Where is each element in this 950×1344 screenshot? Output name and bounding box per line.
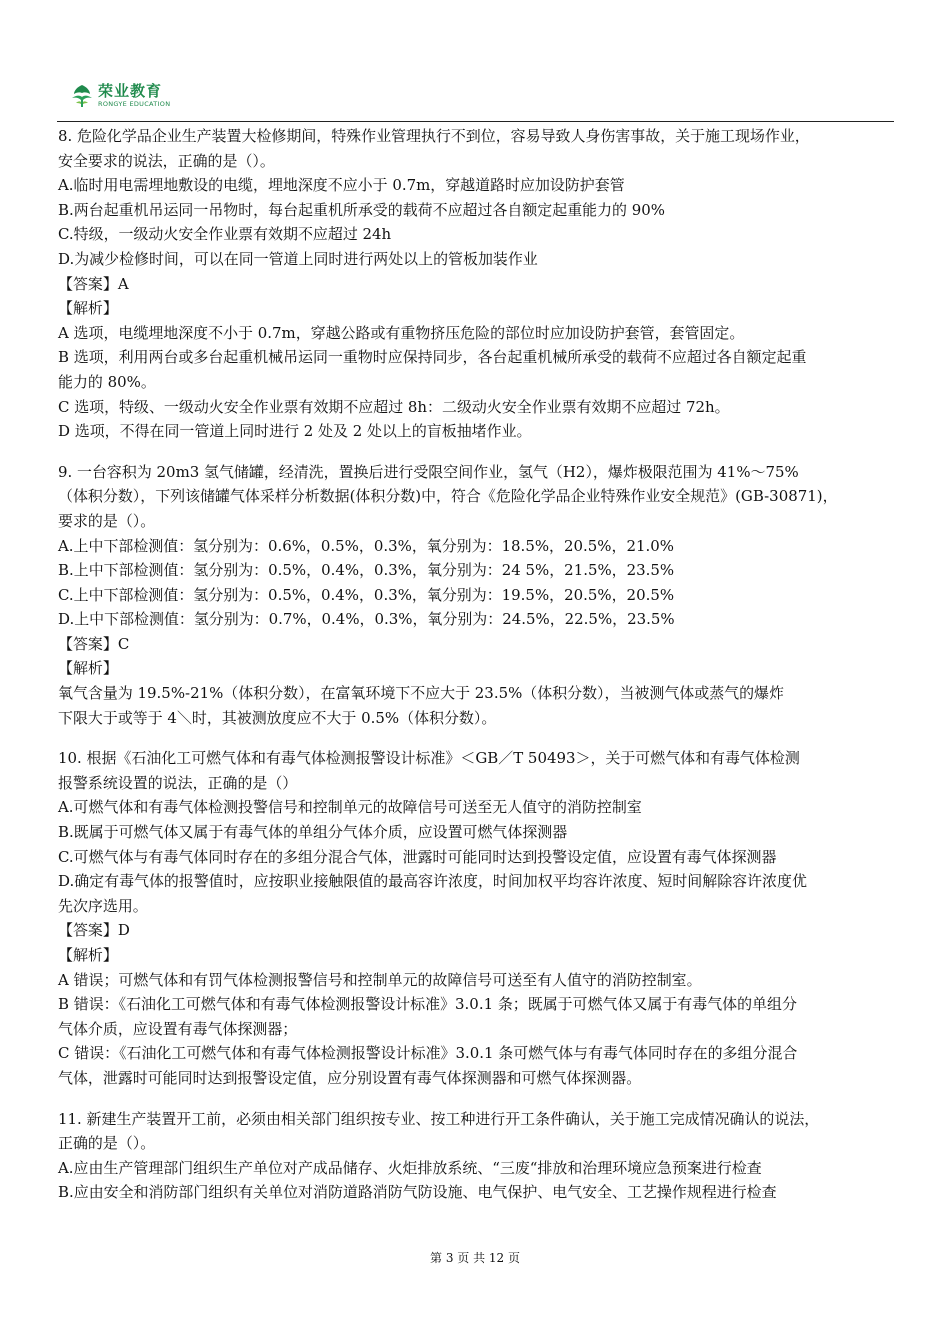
text-line: B.应由安全和消防部门组织有关单位对消防道路消防气防设施、电气保护、电气安全、工艺操作规程进行检查 bbox=[58, 1183, 777, 1202]
text-line: 气体，泄露时可能同时达到报警设定值，应分别设置有毒气体探测器和可燃气体探测器。 bbox=[58, 1068, 642, 1087]
text-line: 能力的 80%。 bbox=[58, 372, 156, 391]
text-line: A.应由生产管理部门组织生产单位对产成品储存、火炬排放系统、“三废“排放和治理环境应急预案进行检查 bbox=[58, 1158, 762, 1177]
text-line: （体积分数），下列该储罐气体采样分析数据(体积分数)中，符合《危险化学品企业特殊作业安全规范》(GB-30871)， bbox=[58, 487, 838, 506]
document-body bbox=[58, 124, 896, 1205]
text-line: 氧气含量为 19.5%-21%（体积分数），在富氧环境下不应大于 23.5%（体积分数），当被测气体或蒸气的爆炸 bbox=[58, 684, 784, 703]
text-line: A.临时用电需埋地敷设的电缆，埋地深度不应小于 0.7m，穿越道路时应加设防护套管 bbox=[58, 176, 625, 195]
text-line: C 选项，特级、一级动火安全作业票有效期不应超过 8h：二级动火安全作业票有效期不应超过 72h。 bbox=[58, 397, 730, 416]
company-logo bbox=[68, 78, 170, 114]
answer-label: 【答案】D bbox=[58, 921, 130, 940]
text-line: 气体介质，应设置有毒气体探测器； bbox=[58, 1019, 298, 1038]
logo-english-text: RONGYE EDUCATION bbox=[98, 100, 171, 109]
analysis-label: 【解析】 bbox=[58, 299, 118, 318]
text-line: A 错误；可燃气体和有罚气体检测报警信号和控制单元的故障信号可送至有人值守的消防控制室。 bbox=[58, 970, 702, 989]
text-line: B.既属于可燃气体又属于有毒气体的单组分气体介质，应设置可燃气体探测器 bbox=[58, 823, 568, 842]
text-line: 先次序选用。 bbox=[58, 896, 148, 915]
text-line: A.可燃气体和有毒气体检测投警信号和控制单元的故障信号可送至无人值守的消防控制室 bbox=[58, 798, 642, 817]
text-line: D.为减少检修时间，可以在同一管道上同时进行两处以上的管板加装作业 bbox=[58, 249, 538, 268]
question-8 bbox=[58, 124, 896, 444]
text-line: A.上中下部检测值：氢分别为：0.6%，0.5%，0.3%，氧分别为：18.5%，20.5%，21.0% bbox=[58, 536, 674, 555]
spacer bbox=[58, 730, 896, 746]
page-header bbox=[68, 78, 894, 122]
text-line: C.可燃气体与有毒气体同时存在的多组分混合气体，泄露时可能同时达到投警设定值，应设置有毒气体探测器 bbox=[58, 847, 777, 866]
tree-logo-icon bbox=[68, 82, 96, 110]
text-line: A 选项，电缆埋地深度不小于 0.7m，穿越公路或有重物挤压危险的部位时应加设防护套管，套管固定。 bbox=[58, 323, 745, 342]
text-line: 11. 新建生产装置开工前，必须由相关部门组织按专业、按工种进行开工条件确认，关于施工完成情况确认的说法， bbox=[58, 1109, 820, 1128]
text-line: C.上中下部检测值：氢分别为：0.5%，0.4%，0.3%，氧分别为：19.5%，20.5%，20.5% bbox=[58, 585, 675, 604]
analysis-label: 【解析】 bbox=[58, 946, 118, 964]
logo-chinese-text: 荣业教育 bbox=[98, 82, 163, 101]
question-11 bbox=[58, 1107, 896, 1205]
question-9 bbox=[58, 460, 896, 731]
text-line: D.确定有毒气体的报警值时，应按职业接触限值的最高容许浓度，时间加权平均容许浓度、短时间解除容许浓度优 bbox=[58, 872, 807, 891]
text-line: 报警系统设置的说法，正确的是（） bbox=[58, 773, 298, 792]
answer-label: 【答案】C bbox=[58, 634, 130, 653]
text-line: B.上中下部检测值：氢分别为：0.5%，0.4%，0.3%，氧分别为：24 5%，21.5%，23.5% bbox=[58, 561, 675, 580]
spacer bbox=[58, 1091, 896, 1107]
text-line: D.上中下部检测值：氢分别为：0.7%，0.4%，0.3%，氧分别为：24.5%，22.5%，23.5% bbox=[58, 610, 675, 629]
text-line: 10. 根据《石油化工可燃气体和有毒气体检测报警设计标准》＜GB／T 50493＞，关于可燃气体和有毒气体检测 bbox=[58, 749, 800, 768]
question-10 bbox=[58, 746, 896, 1090]
text-line: 9. 一台容积为 20m3 氢气储罐，经清洗，置换后进行受限空间作业，氢气（H2），爆炸极限范围为 41%～75% bbox=[58, 462, 799, 481]
text-line: 正确的是（）。 bbox=[58, 1134, 156, 1153]
text-line: C 错误：《石油化工可燃气体和有毒气体检测报警设计标准》3.0.1 条可燃气体与有毒气体同时存在的多组分混合 bbox=[58, 1044, 798, 1063]
text-line: 下限大于或等于 4＼时，其被测放度应不大于 0.5%（体积分数）。 bbox=[58, 708, 497, 727]
spacer bbox=[58, 444, 896, 460]
text-line: 要求的是（）。 bbox=[58, 511, 156, 530]
text-line: B 错误：《石油化工可燃气体和有毒气体检测报警设计标准》3.0.1 条；既属于可燃气体又属于有毒气体的单组分 bbox=[58, 995, 797, 1014]
text-line: 安全要求的说法，正确的是（）。 bbox=[58, 151, 275, 170]
text-line: B.两台起重机吊运同一吊物时，每台起重机所承受的载荷不应超过各自额定起重能力的 90% bbox=[58, 200, 665, 219]
text-line: 8. 危险化学品企业生产装置大检修期间，特殊作业管理执行不到位，容易导致人身伤害事故，关于施工现场作业， bbox=[58, 127, 810, 145]
page-number: 第 3 页 共 12 页 bbox=[430, 1251, 520, 1265]
text-line: D 选项，不得在同一管道上同时进行 2 处及 2 处以上的盲板抽堵作业。 bbox=[58, 422, 532, 441]
text-line: C.特级，一级动火安全作业票有效期不应超过 24h bbox=[58, 225, 392, 244]
header-divider bbox=[57, 121, 894, 122]
answer-label: 【答案】A bbox=[58, 274, 129, 293]
text-line: B 选项，利用两台或多台起重机械吊运同一重物时应保持同步，各台起重机械所承受的载荷不应超过各自额定起重 bbox=[58, 348, 807, 367]
analysis-label: 【解析】 bbox=[58, 659, 118, 678]
